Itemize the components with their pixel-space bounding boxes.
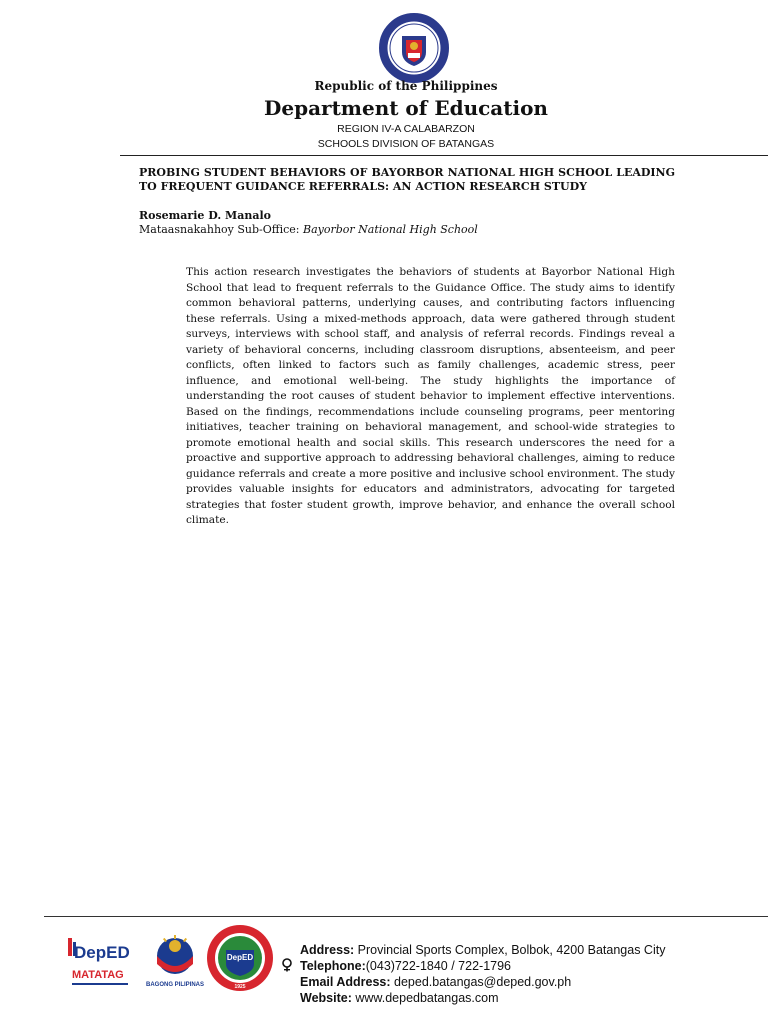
sdo-batangas-seal xyxy=(206,924,274,992)
deped-wordmark: DepED xyxy=(74,943,130,962)
website-link[interactable]: www.depedbatangas.com xyxy=(351,991,499,1005)
location-pin-icon xyxy=(281,958,293,972)
division-label: SCHOOLS DIVISION OF BATANGAS xyxy=(317,138,495,150)
author-name: Rosemarie D. Manalo xyxy=(139,209,271,222)
contact-block xyxy=(300,942,665,1006)
bagong-pilipinas-logo xyxy=(146,934,204,990)
sdo-seal-year: 1925 xyxy=(234,984,246,990)
header-divider xyxy=(120,155,768,156)
affiliation-school: Bayorbor National High School xyxy=(302,223,478,236)
affiliation-office: Mataasnakahhoy Sub-Office: xyxy=(139,223,303,236)
bagong-pilipinas-text: BAGONG PILIPINAS xyxy=(146,982,204,988)
telephone-line: Telephone:(043)722-1840 / 722-1796 xyxy=(300,959,512,973)
republic-heading: Republic of the Philippines xyxy=(314,79,498,93)
abstract-paragraph: This action research investigates the behaviors of students at Bayorbor National High School that lead to frequent referrals to the Guidance Office. The study aims to identify common behavioral patterns, underlying causes, and contributing factors influencing these referrals. Using a mixed-methods approach, data were gathered through student surveys, interviews with school staff, and analysis of referral records. Findings reveal a variety of behavioral concerns, including classroom disruptions, absenteeism, and peer conflicts, often linked to factors such as family challenges, academic stress, peer influence, and emotional well-being. The study highlights the importance of understanding the root causes of student behavior to implement effective interventions. Based on the findings, recommendations include counseling programs, peer mentoring initiatives, teacher training on behavioral management, and school-wide strategies to promote emotional health and social skills. This research underscores the need for a proactive and supportive approach to addressing behavioral challenges, aiming to reduce guidance referrals and create a more positive and inclusive school environment. The study provides valuable insights for educators and administrators, advocating for targeted strategies that foster student growth, improve behavior, and enhance the overall school climate. xyxy=(186,266,675,526)
deped-seal-icon xyxy=(378,12,450,84)
matatag-wordmark: MATATAG xyxy=(72,969,124,981)
address-line: Address: Provincial Sports Complex, Bolbok, 4200 Batangas City xyxy=(300,943,666,957)
sdo-seal-deped-text: DepED xyxy=(226,953,254,962)
website-line: Website: www.depedbatangas.com xyxy=(300,991,499,1005)
footer-divider xyxy=(44,916,768,917)
author-affiliation xyxy=(139,223,478,236)
email-line: Email Address: deped.batangas@deped.gov.ph xyxy=(300,975,572,989)
department-heading: Department of Education xyxy=(264,96,548,120)
paper-title: PROBING STUDENT BEHAVIORS OF BAYORBOR NATIONAL HIGH SCHOOL LEADING TO FREQUENT GUIDANCE REFERRALS: AN ACTION RESEARCH STUDY xyxy=(139,166,675,193)
deped-matatag-logo xyxy=(66,934,138,992)
email-link[interactable]: deped.batangas@deped.gov.ph xyxy=(390,975,572,989)
region-label: REGION IV-A CALABARZON xyxy=(337,123,475,135)
